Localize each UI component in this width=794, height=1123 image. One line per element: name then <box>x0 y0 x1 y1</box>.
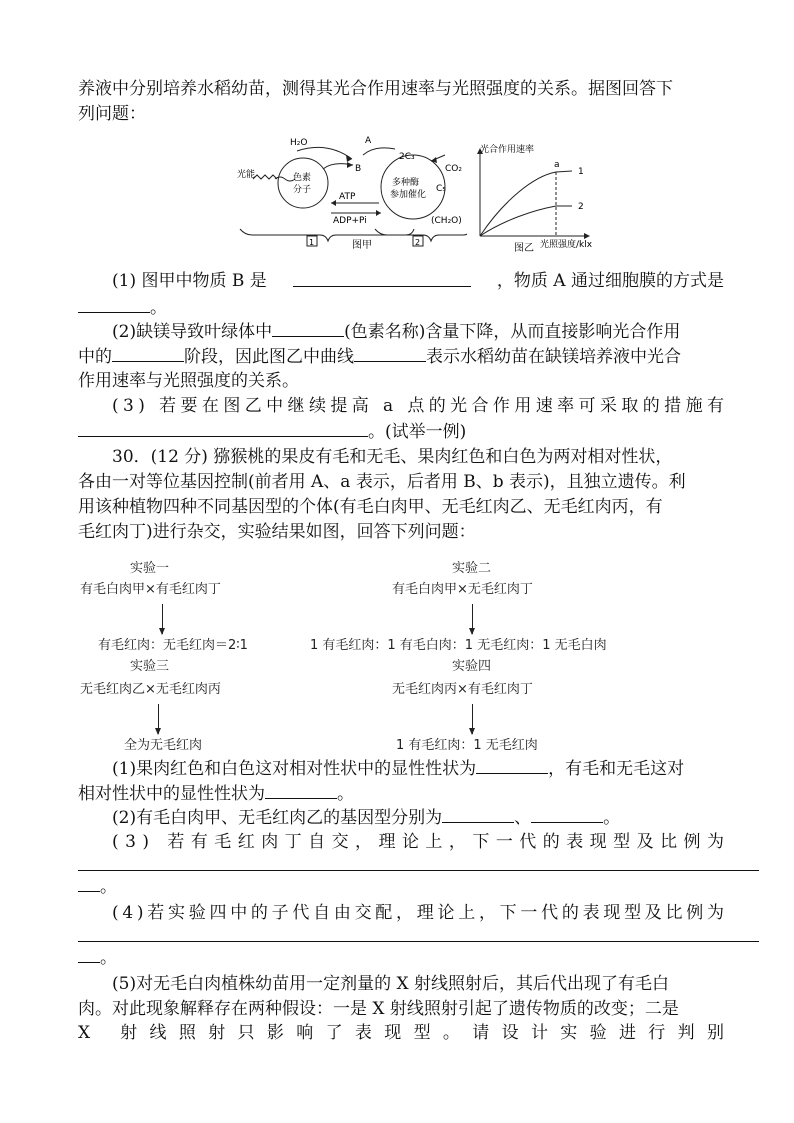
q29-p1-text-c: 。 <box>150 298 167 318</box>
c3-label: 2C₃ <box>399 152 415 162</box>
exp4-cross: 无毛红肉丙×有毛红肉丁 <box>392 682 533 697</box>
exp3-result: 全为无毛红肉 <box>124 738 203 753</box>
q29-p1-text-b: ，物质 A 通过细胞膜的方式是 <box>496 271 724 291</box>
q30-p1-text-d: 。 <box>337 784 354 804</box>
co2-label: CO₂ <box>445 164 462 174</box>
q30-p4-end-text: 。 <box>100 948 117 968</box>
q30-p1-text-c: 相对性状中的显性性状为 <box>78 784 265 804</box>
q30-part5-line2: 肉。对此现象解释存在两种假设：一是 X 射线照射引起了遗传物质的改变；二是 <box>78 999 679 1019</box>
q30-part2-line <box>112 806 620 829</box>
q30-part5-line3 <box>78 1022 737 1044</box>
figure-b-caption: 图乙 <box>514 243 534 254</box>
answer-blank-measure[interactable] <box>78 420 368 437</box>
q29-p1-text-a: (1) 图甲中物质 B 是 <box>112 271 267 291</box>
figure-b-chart <box>474 140 609 255</box>
q30-part1-line1 <box>112 757 684 780</box>
exp2-cross: 有毛白肉甲×无毛红肉丁 <box>392 582 533 597</box>
exp2-arrow <box>472 604 473 634</box>
q30-part4-end <box>78 946 117 969</box>
q30-header-line1: 30．(12 分) 猕猴桃的果皮有毛和无毛、果肉红色和白色为两对相对性状， <box>112 447 673 467</box>
product-a-label: A <box>365 136 372 146</box>
q30-p1-text-b: ，有毛和无毛这对 <box>548 759 685 779</box>
q30-p3-end-text: 。 <box>100 877 117 897</box>
intro-line-2: 列问题： <box>78 104 146 124</box>
exp4-title: 实验四 <box>452 659 492 674</box>
exp2-result: 1 有毛红肉：1 有毛白肉：1 无毛红肉：1 无毛白肉 <box>310 638 607 653</box>
answer-blank-dominant-hair[interactable] <box>265 782 337 799</box>
ch2o-label: (CH₂O) <box>431 216 462 226</box>
exp2-title: 实验二 <box>452 561 492 576</box>
answer-line-q4[interactable] <box>78 941 759 942</box>
curve-1-label: 1 <box>578 167 584 177</box>
q30-header-line2: 各由一对等位基因控制(前者用 A、a 表示，后者用 B、b 表示)，且独立遗传。利 <box>78 472 686 492</box>
product-b-label: B <box>355 164 362 174</box>
rate-axis-label: 光合作用速率 <box>480 145 535 155</box>
light-axis-label: 光照强度/klx <box>540 240 593 250</box>
q29-part3-line2 <box>78 420 466 443</box>
intro-line-1: 养液中分别培养水稻幼苗，测得其光合作用速率与光照强度的关系。据图回答下 <box>78 79 673 99</box>
q29-p2-text-a: (2)缺镁导致叶绿体中 <box>112 322 273 342</box>
answer-line-q3[interactable] <box>78 870 759 871</box>
q30-part4-line <box>112 902 728 924</box>
q30-p2-text-a: (2)有毛白肉甲、无毛红肉乙的基因型分别为 <box>112 808 443 828</box>
point-a-label: a <box>554 160 560 170</box>
exp3-cross: 无毛红肉乙×无毛红肉丙 <box>80 682 221 697</box>
q30-part3-line <box>112 831 731 853</box>
adp-label: ADP+Pi <box>333 216 367 226</box>
answer-blank-dominant-color[interactable] <box>476 757 548 774</box>
q29-p2-text-d: 阶段，因此图乙中曲线 <box>184 347 354 367</box>
answer-blank-q3-end[interactable] <box>78 875 100 892</box>
atp-label: ATP <box>339 192 356 202</box>
q30-p2-text-b: 、 <box>514 808 532 828</box>
q30-header-line3: 用该种植物四种不同基因型的个体(有毛白肉甲、无毛红肉乙、无毛红肉丙，有 <box>78 497 663 517</box>
enzyme-label-2: 参加催化 <box>390 190 427 200</box>
exp3-arrow <box>158 704 159 734</box>
exp3-title: 实验三 <box>130 659 170 674</box>
answer-blank-curve[interactable] <box>354 345 426 362</box>
q29-part2-line1 <box>112 320 680 343</box>
q29-p2-text-b: (色素名称)含量下降，从而直接影响光合作用 <box>344 322 681 342</box>
q30-part5-line1: (5)对无毛白肉植株幼苗用一定剂量的 X 射线照射后，其后代出现了有毛白 <box>112 974 669 994</box>
q29-p2-text-e: 表示水稻幼苗在缺镁培养液中光合 <box>426 347 681 367</box>
light-energy-label: 光能 <box>237 170 256 180</box>
answer-blank-genotype-jia[interactable] <box>442 806 514 823</box>
exp1-cross: 有毛白肉甲×有毛红肉丁 <box>80 582 221 597</box>
exp1-arrow <box>162 604 163 634</box>
q30-p5-text-3: X 射线照射只影响了表现型。请设计实验进行判别 <box>78 1023 737 1043</box>
pigment-label-1: 色素 <box>293 173 312 183</box>
q29-p3-text-a: (3) 若要在图乙中继续提高 a 点的光合作用速率可采取的措施有 <box>112 396 729 416</box>
q30-p1-text-a: (1)果肉红色和白色这对相对性状中的显性性状为 <box>112 759 477 779</box>
answer-blank-transport[interactable] <box>78 296 150 313</box>
answer-blank-b[interactable] <box>293 270 471 287</box>
q29-p3-text-b: 。(试举一例) <box>368 422 467 442</box>
q29-part3-line1 <box>112 395 729 417</box>
answer-blank-q4-end[interactable] <box>78 946 100 963</box>
q29-part2-line2 <box>78 345 681 368</box>
pigment-label-2: 分子 <box>293 185 312 195</box>
q29-part1-line2 <box>78 296 167 319</box>
q29-part2-line3: 作用速率与光照强度的关系。 <box>78 371 299 391</box>
figure-a-diagram <box>235 133 467 255</box>
exp4-result: 1 有毛红肉：1 无毛红肉 <box>396 738 538 753</box>
q30-p4-text: (4)若实验四中的子代自由交配，理论上，下一代的表现型及比例为 <box>112 903 728 923</box>
stage-1-label: 1 <box>309 238 315 247</box>
q29-part1-line <box>112 270 724 292</box>
q30-p3-text: (3) 若有毛红肉丁自交，理论上，下一代的表现型及比例为 <box>112 832 731 852</box>
exp4-arrow <box>472 704 473 734</box>
stage-2-label: 2 <box>415 238 421 247</box>
curve-2-label: 2 <box>578 202 584 212</box>
q30-part3-end <box>78 875 117 898</box>
exp1-title: 实验一 <box>130 561 170 576</box>
h2o-label: H₂O <box>290 138 308 148</box>
q29-p2-text-c: 中的 <box>78 347 112 367</box>
q30-header-line4: 毛红肉丁)进行杂交，实验结果如图，回答下列问题： <box>78 522 476 542</box>
enzyme-label-1: 多种酶 <box>392 178 420 188</box>
answer-blank-stage[interactable] <box>112 345 184 362</box>
answer-blank-pigment[interactable] <box>272 320 344 337</box>
exp1-result: 有毛红肉：无毛红肉＝2∶1 <box>98 638 248 653</box>
figure-a-caption: 图甲 <box>352 240 372 251</box>
q30-part1-line2 <box>78 782 354 805</box>
q30-p2-text-c: 。 <box>603 808 621 828</box>
answer-blank-genotype-yi[interactable] <box>531 806 603 823</box>
c5-label: C₅ <box>436 184 446 194</box>
